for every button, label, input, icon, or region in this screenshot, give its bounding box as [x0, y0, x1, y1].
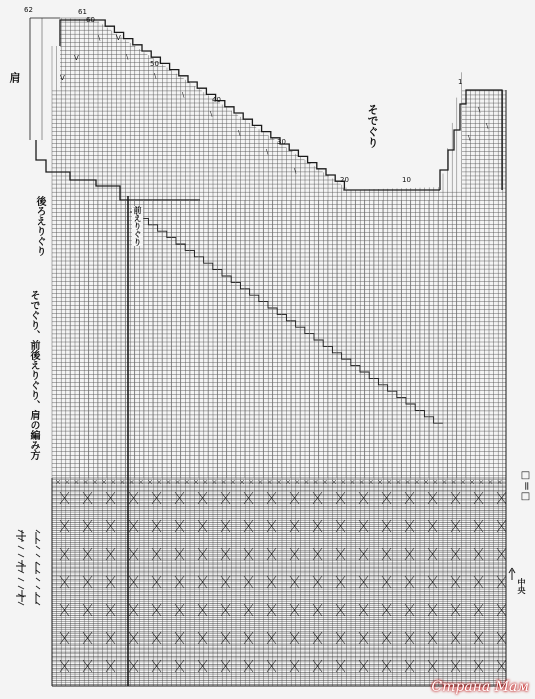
decrease-mark: \	[486, 122, 489, 130]
key-symbol	[18, 570, 24, 573]
legend-label: □＝□	[520, 470, 531, 502]
key-symbol	[36, 570, 40, 573]
key-symbol	[36, 530, 40, 533]
center-label: 中央	[517, 578, 526, 594]
row-number-61: 61	[78, 8, 87, 16]
key-symbol	[18, 578, 24, 581]
key-symbol	[18, 546, 24, 549]
key-symbol	[36, 578, 40, 581]
decrease-mark: \	[468, 134, 471, 142]
key-symbol	[36, 562, 40, 565]
key-symbol	[18, 530, 24, 533]
shoulder-label: 肩	[8, 72, 21, 83]
slip-mark: V	[116, 34, 121, 42]
decrease-mark: \	[154, 72, 157, 80]
key-symbol	[18, 602, 24, 605]
row-number-20: 20	[340, 176, 349, 184]
key-symbol	[36, 546, 40, 549]
key-symbol	[18, 562, 24, 565]
key-symbol	[36, 586, 40, 589]
key-symbol	[18, 538, 24, 541]
row-number-10: 10	[402, 176, 411, 184]
key-symbol	[36, 538, 40, 541]
key-symbol	[18, 554, 24, 557]
armhole-outline	[440, 90, 502, 190]
slip-mark: V	[60, 74, 65, 82]
row-number-40: 40	[212, 96, 221, 104]
front-neck-label: 前えりぐり	[133, 206, 142, 246]
key-symbol	[18, 586, 24, 589]
decrease-mark: \	[238, 129, 241, 137]
decrease-mark: \	[182, 91, 185, 99]
neck-outline	[36, 140, 200, 200]
decrease-mark: \	[126, 53, 129, 61]
decrease-mark: \	[478, 106, 481, 114]
row-number-1: 1	[458, 78, 463, 86]
decrease-mark: \	[210, 110, 213, 118]
row-number-50: 50	[150, 60, 159, 68]
decrease-mark: \	[294, 167, 297, 175]
row-number-30: 30	[277, 138, 286, 146]
armhole-label: そでぐり	[366, 104, 379, 148]
key-symbol	[36, 594, 40, 597]
decrease-mark: \	[266, 148, 269, 156]
back-neck-label: 後ろえりぐり	[34, 196, 45, 256]
key-symbol	[36, 554, 40, 557]
row-number-60: 60	[86, 16, 95, 24]
watermark: Страна Мам	[431, 679, 529, 695]
decrease-mark: \	[98, 34, 101, 42]
key-symbol	[36, 602, 40, 605]
title-label: そでぐり、前後えりぐり、肩の編み方	[28, 290, 39, 460]
slip-mark: V	[74, 54, 79, 62]
row-number-62: 62	[24, 6, 33, 14]
